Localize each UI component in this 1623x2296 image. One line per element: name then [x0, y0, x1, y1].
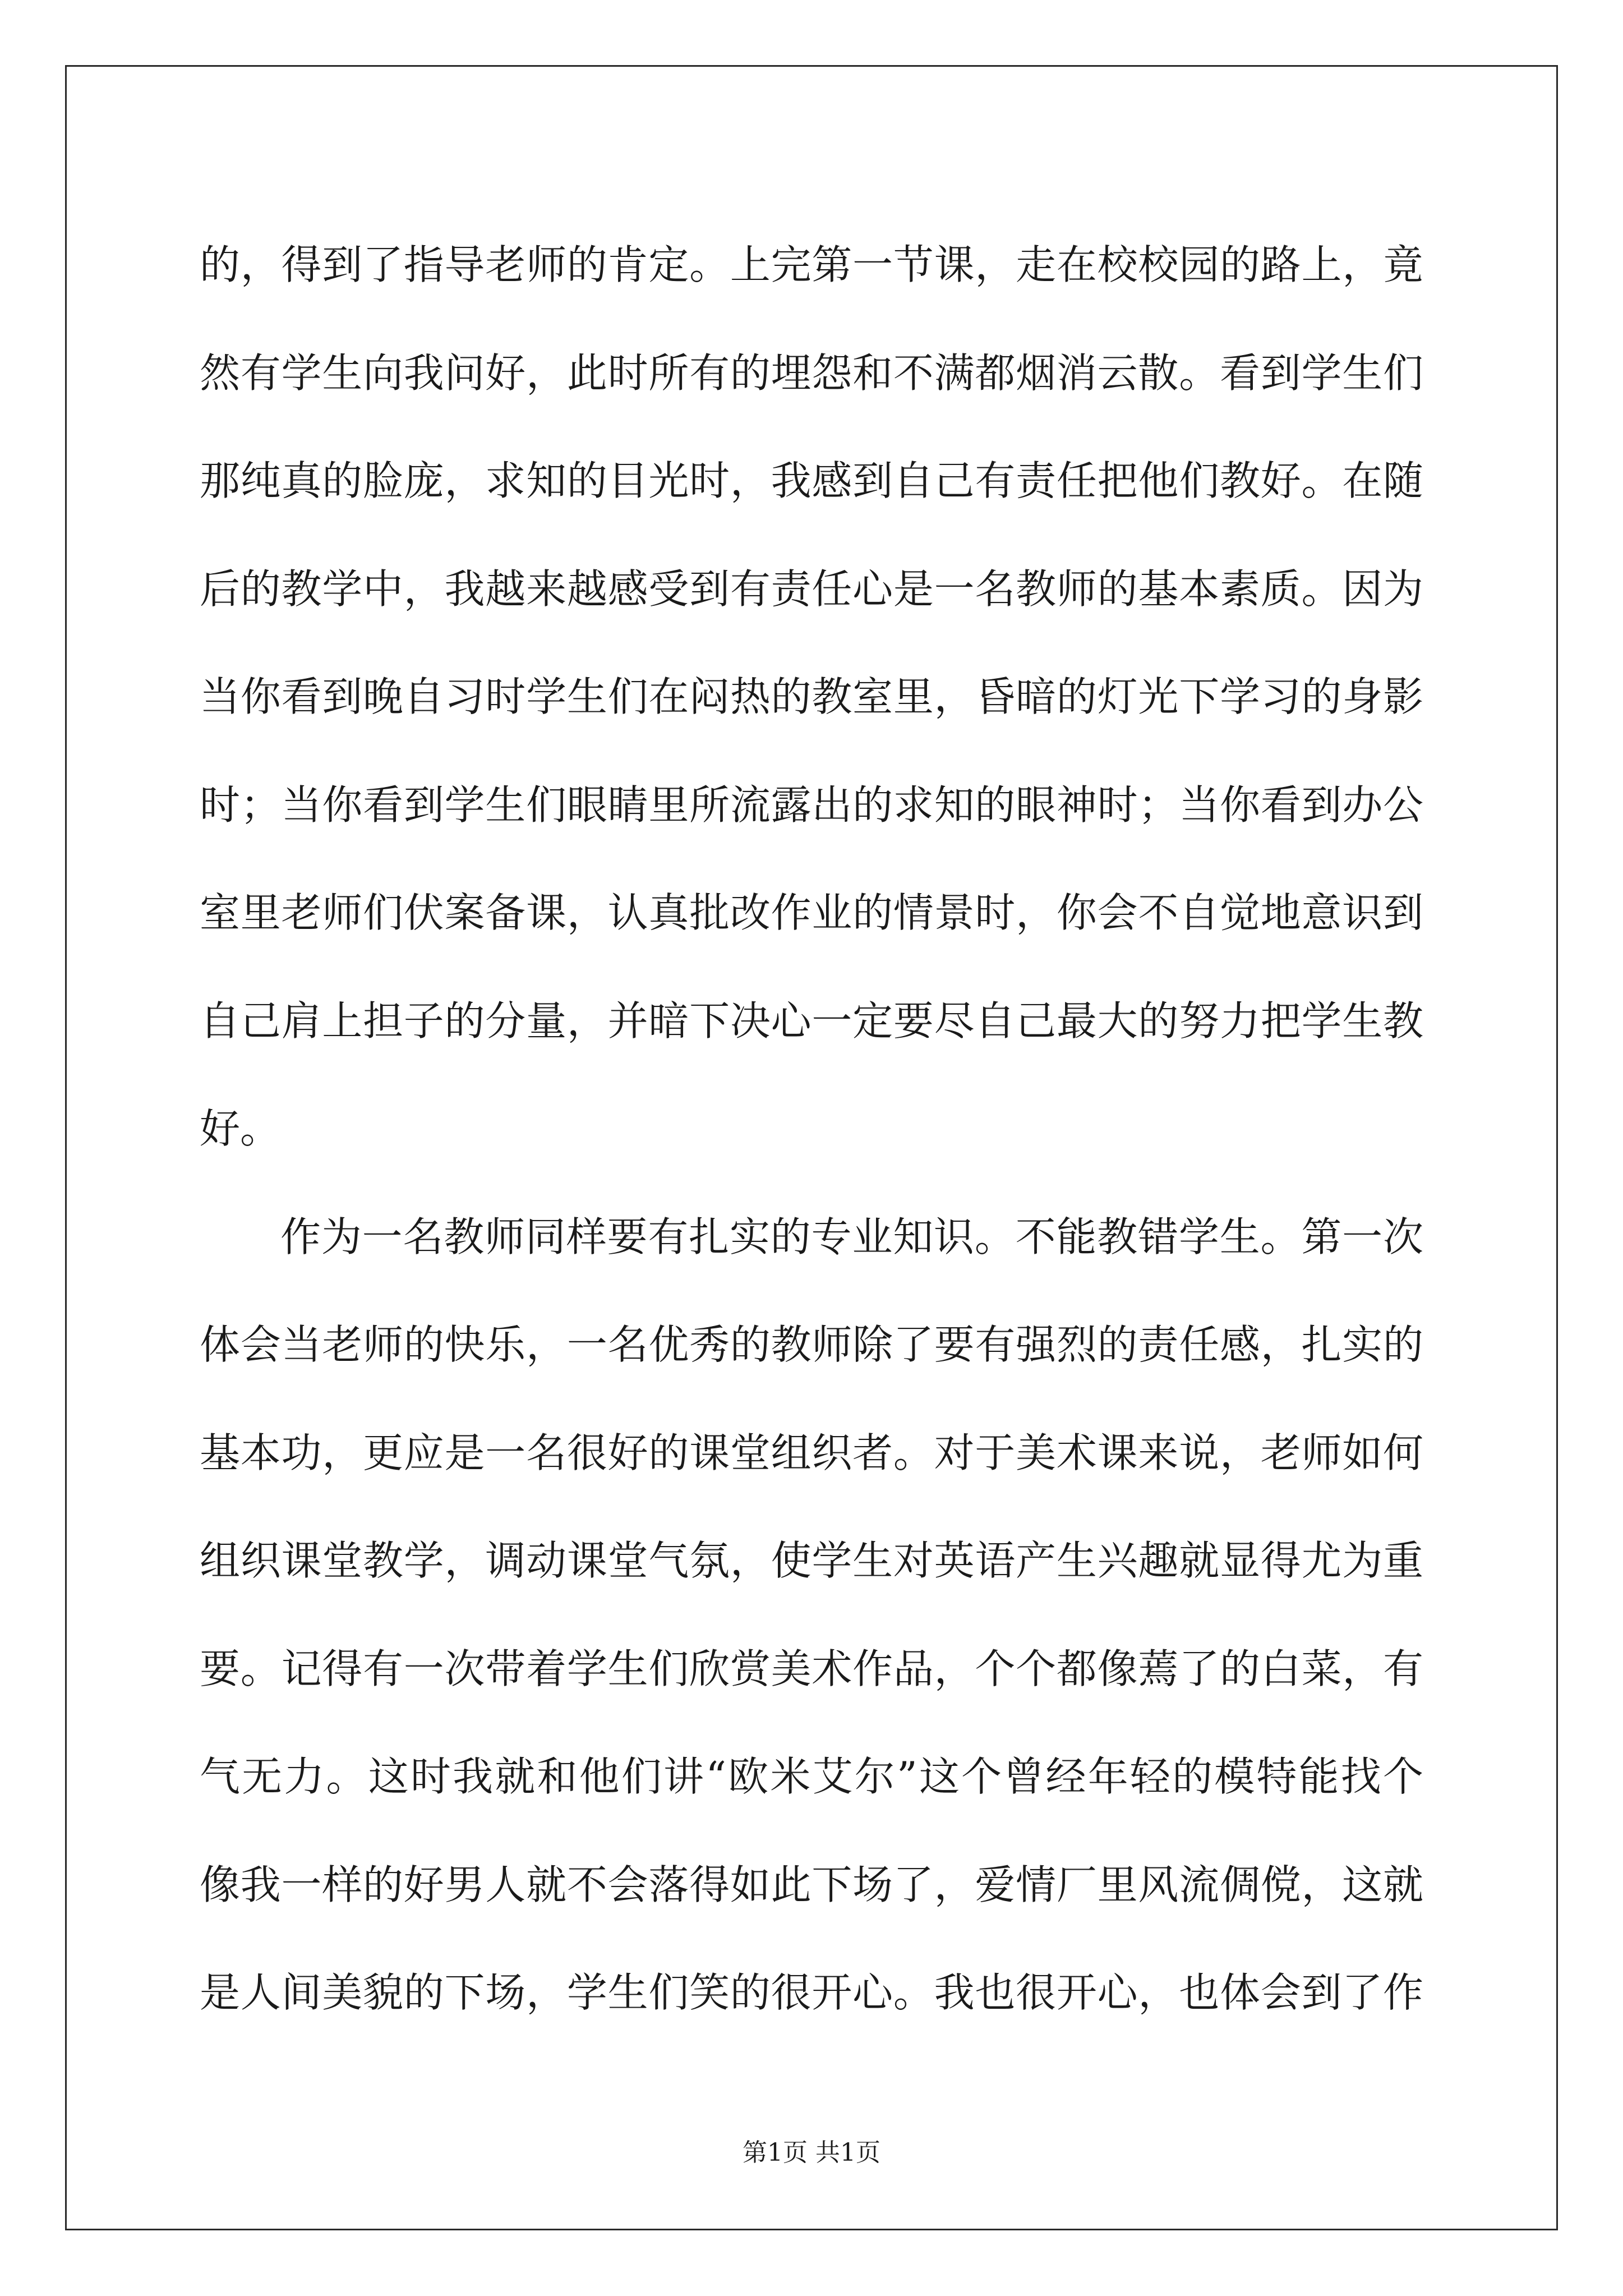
paragraph-start-line: 作为一名教师同样要有扎实的专业知识。不能教错学生。第一次: [280, 1213, 1423, 1260]
text-line: 然有学生向我问好，此时所有的埋怨和不满都烟消云散。看到学生们: [200, 349, 1423, 397]
text-line: 体会当老师的快乐，一名优秀的教师除了要有强烈的责任感，扎实的: [200, 1321, 1423, 1368]
text-line: 室里老师们伏案备课，认真批改作业的情景时，你会不自觉地意识到: [200, 889, 1423, 936]
text-line: 当你看到晚自习时学生们在闷热的教室里，昏暗的灯光下学习的身影: [200, 673, 1423, 720]
page-number-footer: 第1页 共1页: [743, 2138, 880, 2167]
document-body: [200, 211, 1423, 2047]
text-line: 好。: [200, 1105, 281, 1152]
text-line: 要。记得有一次带着学生们欣赏美术作品，个个都像蔫了的白菜，有: [200, 1645, 1423, 1692]
text-line: 气无力。这时我就和他们讲“欧米艾尔”这个曾经年轻的模特能找个: [200, 1753, 1423, 1800]
text-line: 自己肩上担子的分量，并暗下决心一定要尽自己最大的努力把学生教: [200, 997, 1423, 1045]
text-line: 组织课堂教学，调动课堂气氛，使学生对英语产生兴趣就显得尤为重: [200, 1537, 1423, 1584]
text-line: 时；当你看到学生们眼睛里所流露出的求知的眼神时；当你看到办公: [200, 781, 1423, 829]
text-line: 是人间美貌的下场，学生们笑的很开心。我也很开心，也体会到了作: [200, 1969, 1423, 2016]
text-line: 像我一样的好男人就不会落得如此下场了，爱情厂里风流倜傥，这就: [200, 1861, 1423, 1908]
text-line: 后的教学中，我越来越感受到有责任心是一名教师的基本素质。因为: [200, 565, 1423, 613]
text-line: 基本功，更应是一名很好的课堂组织者。对于美术课来说，老师如何: [200, 1429, 1423, 1476]
text-line: 的，得到了指导老师的肯定。上完第一节课，走在校校园的路上，竟: [200, 241, 1423, 288]
text-line: 那纯真的脸庞，求知的目光时，我感到自己有责任把他们教好。在随: [200, 457, 1423, 504]
